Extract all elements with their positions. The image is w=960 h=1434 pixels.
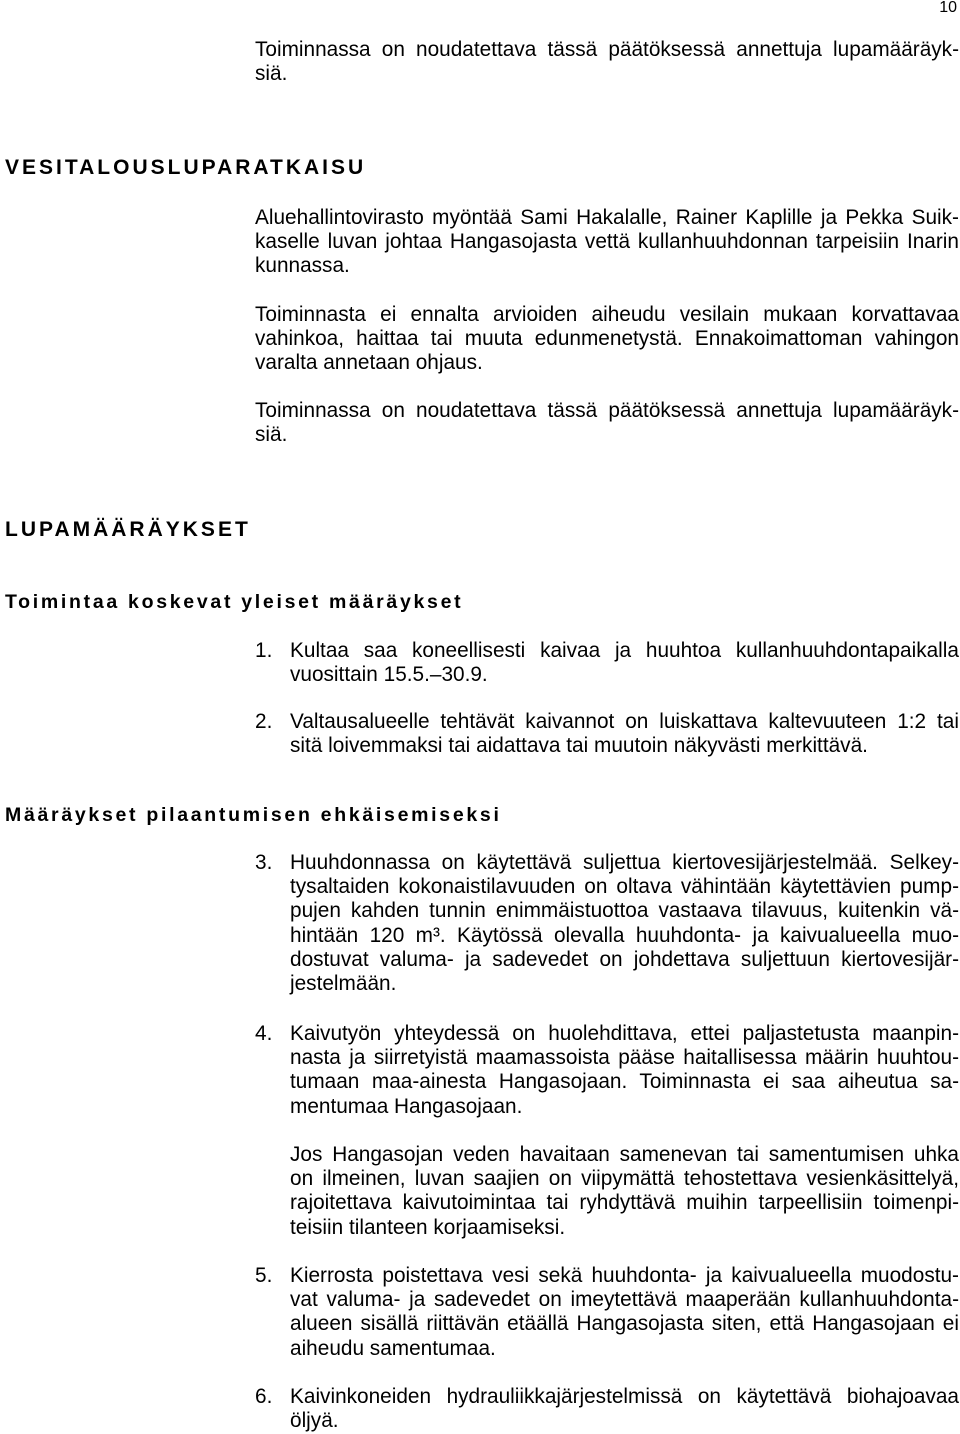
- list-number: 6.: [255, 1385, 273, 1408]
- text-line: Valtausalueelle tehtävät kaivannot on luiskattava kaltevuuteen 1:2 tai: [290, 710, 959, 733]
- text-line: Kaivutyön yhteydessä on huolehdittava, ettei paljastetusta maanpin-: [290, 1022, 959, 1045]
- paragraph: [255, 38, 959, 86]
- section-heading: VESITALOUSLUPARATKAISU: [5, 156, 367, 179]
- text-line: Kierrosta poistettava vesi sekä huuhdonta- ja kaivualueella muodostu-: [290, 1264, 959, 1287]
- paragraph: [255, 399, 959, 447]
- text-line: Toiminnassa on noudatettava tässä päätöksessä annettuja lupamääräyk-: [255, 399, 959, 422]
- text-line: hintään 120 m³. Käytössä olevalla huuhdonta- ja kaivualueella muo-: [290, 923, 959, 947]
- list-item: [255, 1264, 959, 1361]
- text-line: dostuvat valuma- ja sadevedet on johdettava suljettuun kiertovesijär-: [290, 947, 959, 971]
- list-number: 4.: [255, 1022, 273, 1045]
- list-number: 5.: [255, 1264, 273, 1287]
- text-line: siä.: [255, 62, 288, 86]
- subsection-heading: Määräykset pilaantumisen ehkäisemiseksi: [5, 804, 502, 826]
- text-line: rajoitettava kaivutoimintaa tai ryhdyttävä muihin tarpeellisiin toimenpi-: [290, 1191, 959, 1215]
- list-number: 2.: [255, 710, 273, 733]
- text-line: vat valuma- ja sadevedet on imeytettävä maaperään kullanhuuhdonta-: [290, 1288, 959, 1312]
- text-line: siä.: [255, 423, 288, 447]
- text-line: varalta annetaan ohjaus.: [255, 351, 483, 375]
- paragraph: [255, 303, 959, 376]
- text-line: kunnassa.: [255, 254, 350, 278]
- subsection-heading: Toimintaa koskevat yleiset määräykset: [5, 591, 464, 613]
- text-line: jestelmään.: [290, 972, 397, 996]
- text-line: teisiin tilanteen korjaamiseksi.: [290, 1215, 566, 1239]
- list-item: [255, 710, 959, 758]
- list-item-text: [290, 1143, 959, 1240]
- list-item-text: [290, 1385, 959, 1433]
- text-line: mentumaa Hangasojaan.: [290, 1094, 523, 1118]
- text-line: Kaivinkoneiden hydrauliikkajärjestelmissä on käytettävä biohajoavaa: [290, 1385, 959, 1408]
- list-item: [255, 1385, 959, 1433]
- text-line: Toiminnasta ei ennalta arvioiden aiheudu vesilain mukaan korvattavaa: [255, 303, 959, 326]
- text-line: Aluehallintovirasto myöntää Sami Hakalalle, Rainer Kaplille ja Pekka Suik-: [255, 206, 959, 229]
- list-item-text: [290, 851, 959, 996]
- list-number: 1.: [255, 639, 273, 662]
- text-line: pujen kahden tunnin enimmäistuottoa vastaava tilavuus, kuitenkin vä-: [290, 899, 959, 923]
- section-heading: LUPAMÄÄRÄYKSET: [5, 518, 251, 541]
- list-item-text: [290, 1022, 959, 1119]
- page-number: 10: [939, 0, 957, 16]
- text-line: tysaltaiden kokonaistilavuuden on oltava vähintään käytettävien pump-: [290, 875, 959, 899]
- text-line: öljyä.: [290, 1409, 339, 1433]
- text-line: Kultaa saa koneellisesti kaivaa ja huuhtoa kullanhuuhdontapaikalla: [290, 639, 959, 662]
- list-item: [255, 1022, 959, 1119]
- text-line: aiheudu samentumaa.: [290, 1336, 496, 1360]
- text-line: vuosittain 15.5.–30.9.: [290, 663, 488, 687]
- text-line: Toiminnassa on noudatettava tässä päätöksessä annettuja lupamääräyk-: [255, 38, 959, 61]
- text-line: alueen sisällä riittävän etäällä Hangasojasta siten, että Hangasojaan ei: [290, 1312, 959, 1336]
- list-item-text: [290, 710, 959, 758]
- list-item-continuation: [255, 1143, 959, 1240]
- text-line: on ilmeinen, luvan saajien on viipymättä tehostettava vesienkäsittelyä,: [290, 1167, 959, 1191]
- list-item: [255, 639, 959, 687]
- paragraph: [255, 206, 959, 279]
- list-item-text: [290, 1264, 959, 1361]
- text-line: tumaan maa-ainesta Hangasojaan. Toiminnasta ei saa aiheutua sa-: [290, 1070, 959, 1094]
- list-item-text: [290, 639, 959, 687]
- text-line: nasta ja siirretyistä maamassoista pääse haitallisessa määrin huuhtou-: [290, 1046, 959, 1070]
- text-line: vahinkoa, haittaa tai muuta edunmenetystä. Ennakoimattoman vahingon: [255, 327, 959, 351]
- text-line: Huuhdonnassa on käytettävä suljettua kiertovesijärjestelmää. Selkey-: [290, 851, 959, 874]
- list-number: 3.: [255, 851, 273, 874]
- list-item: [255, 851, 959, 996]
- text-line: kaselle luvan johtaa Hangasojasta vettä kullanhuuhdonnan tarpeisiin Inarin: [255, 230, 959, 254]
- text-line: Jos Hangasojan veden havaitaan samenevan tai samentumisen uhka: [290, 1143, 959, 1166]
- text-line: sitä loivemmaksi tai aidattava tai muutoin näkyvästi merkittävä.: [290, 734, 868, 758]
